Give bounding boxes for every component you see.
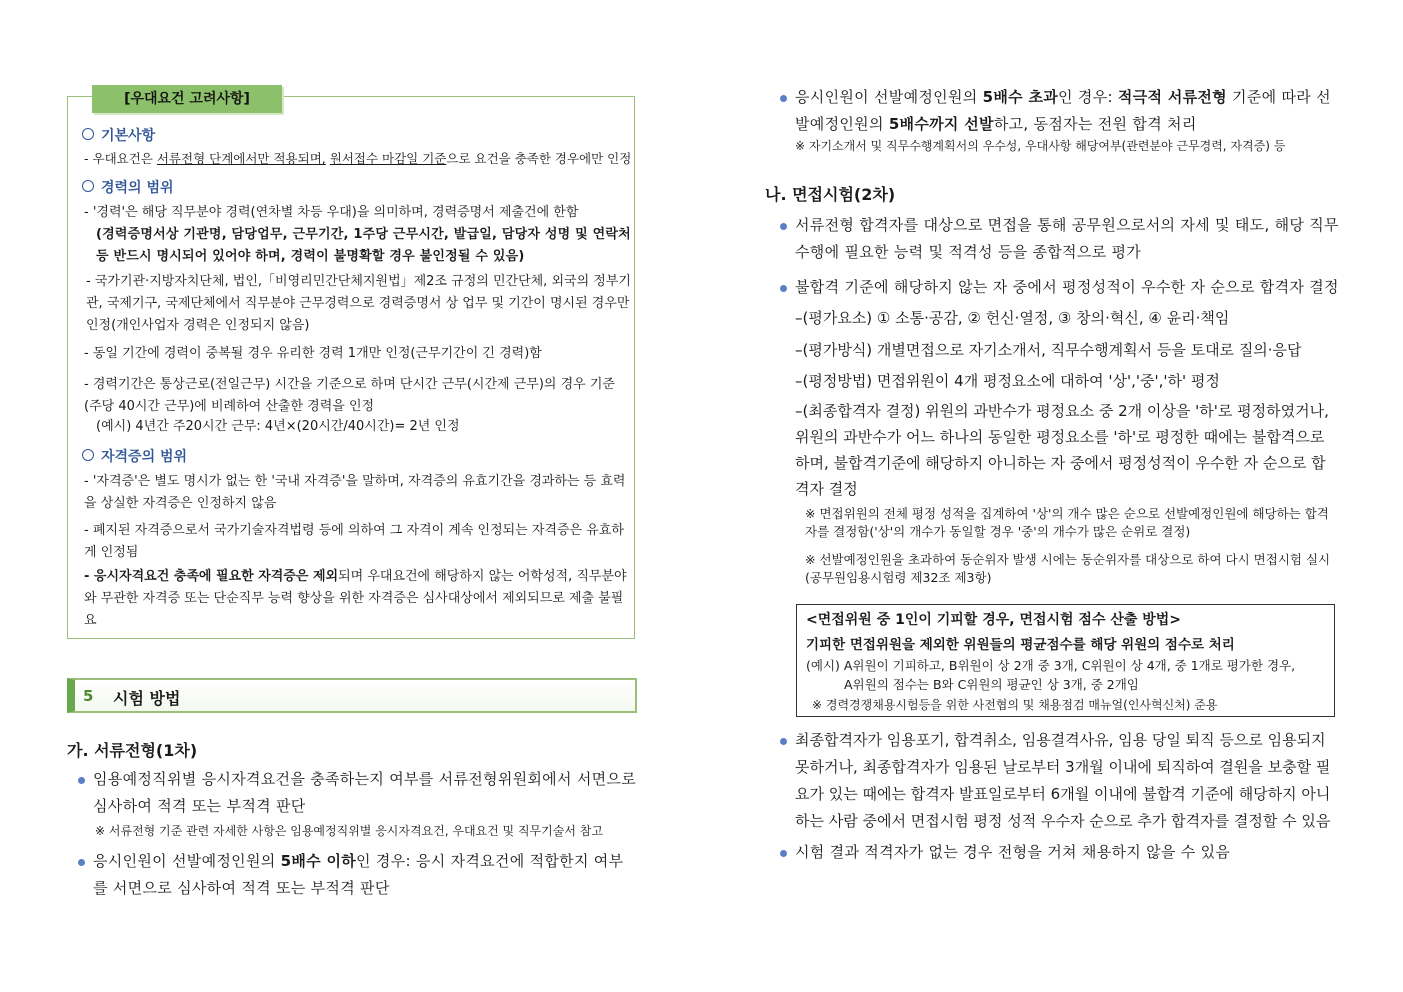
interview-dash-2: –(평가방식) 개별면접으로 자기소개서, 직무수행계획서 등을 토대로 질의·응답 (795, 341, 1302, 359)
interview-dash-4: –(최종합격자 결정) 위원의 과반수가 평정요소 중 2개 이상을 '하'로 평정하였거나, 위원의 과반수가 어느 하나의 동일한 평정요소를 '하'로 평정한 때에는 불합격으로 하며, 불합격기준에 해당하지 아니하는 자 중에서 평정성적이 우수한 자 순으로 합격자 결정 (795, 402, 1329, 498)
section-number: 5 (83, 687, 94, 705)
career-item-1 (84, 202, 632, 268)
recusal-box-subtitle: 기피한 면접위원을 제외한 위원들의 평균점수를 해당 위원의 점수로 처리 (806, 637, 1235, 653)
interview-paragraph-4-text: 시험 결과 적격자가 없는 경우 전형을 거쳐 채용하지 않을 수 있음 (795, 843, 1231, 861)
bullet-dot-icon (78, 777, 85, 784)
recusal-box-example-2: A위원의 점수는 B와 C위원의 평균인 상 3개, 중 2개임 (844, 677, 1139, 692)
circle-bullet-icon (82, 128, 94, 140)
document-screening-paragraph-3 (795, 84, 1340, 138)
bullet-dot-icon (780, 285, 787, 292)
bullet-dot-icon (78, 859, 85, 866)
paragraph-2-bold: 5배수 이하 (280, 852, 357, 870)
license-heading (82, 446, 187, 466)
career-item-2: - 국가기관·지방자치단체, 법인,「비영리민간단체지원법」제2조 규정의 민간단체, 외국의 정부기관, 국제기구, 국제단체에서 직무분야 근무경력으로 경력증명서 상 업무 및 기간이 명시된 경우만 인정(개인사업자 경력은 인정되지 않음) (86, 274, 631, 333)
preference-box-title: [우대요건 고려사항] (92, 85, 282, 113)
recusal-box-note: ※ 경력경쟁채용시험등을 위한 사전협의 및 채용점검 매뉴얼(인사혁신처) 준용 (812, 698, 1218, 712)
license-item-2: - 폐지된 자격증으로서 국가기술자격법령 등에 의하여 그 자격이 계속 인정되는 자격증은 유효하게 인정됨 (84, 523, 624, 560)
basics-text-e: 으로 요건을 충족한 경우에만 인정 (446, 151, 632, 166)
document-screening-paragraph-1-text: 임용예정직위별 응시자격요건을 충족하는지 여부를 서류전형위원회에서 서면으로 심사하여 적격 또는 부적격 판단 (93, 770, 636, 815)
basics-text-underlined-deadline: 원서접수 마감일 기준 (329, 151, 447, 166)
license-item-1: - '자격증'은 별도 명시가 없는 한 '국내 자격증'을 말하며, 자격증의 유효기간을 경과하는 등 효력을 상실한 자격증은 인정하지 않음 (84, 474, 626, 511)
interview-paragraph-2 (795, 274, 1340, 301)
career-item-1-text: - '경력'은 해당 직무분야 경력(연차별 차등 우대)을 의미하며, 경력증명서 제출건에 한함 (84, 205, 579, 220)
circle-bullet-icon (82, 180, 94, 192)
career-item-4-example: (예시) 4년간 주20시간 근무: 4년×(20시간/40시간)= 2년 인정 (96, 419, 460, 434)
bullet-dot-icon (780, 738, 787, 745)
interview-note-1: ※ 면접위원의 전체 평정 성적을 집계하여 '상'의 개수 많은 순으로 선발예정인원에 해당하는 합격자를 결정함('상'의 개수가 동일할 경우 '중'의 개수가 많은 순위로 결정) (805, 506, 1329, 539)
paragraph-3-text-e: 기준에 따라 선발예정인원의 (795, 88, 1331, 133)
career-heading (82, 177, 174, 197)
basics-line (84, 148, 632, 170)
basics-text-underlined-stage: 서류전형 단계에서만 적용되며, (156, 151, 326, 166)
career-item-4: - 경력기간은 통상근로(전일근무) 시간을 기준으로 하며 단시간 근무(시간제 근무)의 경우 기준(주당 40시간 근무)에 비례하여 산출한 경력을 인정 (84, 377, 615, 414)
paragraph-3-text-c: 인 경우: (1058, 88, 1118, 106)
interview-paragraph-4 (795, 839, 1340, 866)
interview-paragraph-1-text: 서류전형 합격자를 대상으로 면접을 통해 공무원으로서의 자세 및 태도, 해당 직무수행에 필요한 능력 및 적격성 등을 종합적으로 평가 (795, 216, 1339, 261)
basics-heading-text: 기본사항 (101, 128, 156, 144)
bullet-dot-icon (780, 850, 787, 857)
interview-paragraph-3-text: 최종합격자가 임용포기, 합격취소, 임용결격사유, 임용 당일 퇴직 등으로 임용되지 못하거나, 최종합격자가 임용된 날로부터 3개월 이내에 퇴직하여 결원을 보충할 필요가 있는 때에는 합격자 발표일로부터 6개월 이내에 불합격 기준에 해당하지 아니하는 사람 중에서 면접시험 평정 성적 우수자 순으로 추가 합격자를 결정할 수 있음 (795, 731, 1331, 830)
interview-note-2: ※ 선발예정인원을 초과하여 동순위자 발생 시에는 동순위자를 대상으로 하여 다시 면접시험 실시(공무원임용시험령 제32조 제3항) (805, 552, 1331, 585)
basics-text-a: 우대요건은 (92, 151, 157, 166)
paragraph-3-text-a: 응시인원이 선발예정인원의 (795, 88, 983, 106)
license-item-3-rest: 되며 우대요건에 해당하지 않는 어학성적, 직무분야와 무관한 자격증 또는 단순직무 능력 향상을 위한 자격증은 심사대상에서 제외되므로 제출 불필요 (84, 569, 627, 628)
career-heading-text: 경력의 범위 (101, 180, 174, 196)
career-item-3: - 동일 기간에 경력이 중복될 경우 유리한 경력 1개만 인정(근무기간이 긴 경력)함 (84, 346, 542, 361)
paragraph-3-note: ※ 자기소개서 및 직무수행계획서의 우수성, 우대사항 해당여부(관련분야 근무경력, 자격증) 등 (795, 139, 1286, 153)
license-item-3-bold: - 응시자격요건 충족에 필요한 자격증은 제외 (84, 569, 339, 584)
interview-paragraph-1 (795, 212, 1340, 266)
license-heading-text: 자격증의 범위 (101, 449, 188, 465)
interview-dash-1: –(평가요소) ① 소통·공감, ② 헌신·열정, ③ 창의·혁신, ④ 윤리·책임 (795, 309, 1230, 327)
basics-heading (82, 125, 155, 145)
interview-dash-3: –(평정방법) 면접위원이 4개 평정요소에 대하여 '상','중','하' 평정 (795, 372, 1220, 390)
paragraph-3-bold-b: 적극적 서류전형 (1117, 88, 1227, 106)
paragraph-2-text-c: 인 경우: 응시 자격요건에 적합한지 여부를 서면으로 심사하여 적격 또는 부적격 판단 (93, 852, 624, 897)
document-screening-paragraph-1 (93, 766, 638, 820)
recusal-box-title: <면접위원 중 1인이 기피할 경우, 면접시험 점수 산출 방법> (806, 612, 1182, 628)
interview-paragraph-2-text: 불합격 기준에 해당하지 않는 자 중에서 평정성적이 우수한 자 순으로 합격자 결정 (795, 278, 1339, 296)
paragraph-3-bold-a: 5배수 초과 (982, 88, 1059, 106)
recusal-box-example-1: (예시) A위원이 기피하고, B위원이 상 2개 중 3개, C위원이 상 4개, 중 1개로 평가한 경우, (806, 658, 1296, 673)
document-screening-paragraph-2 (93, 848, 638, 902)
document-screening-note: ※ 서류전형 기준 관련 자세한 사항은 임용예정직위별 응시자격요건, 우대요건 및 직무기술서 참고 (95, 824, 603, 838)
bullet-dot-icon (780, 223, 787, 230)
interview-paragraph-3 (795, 727, 1340, 835)
section-title: 시험 방법 (113, 689, 181, 708)
interview-heading: 나. 면접시험(2차) (765, 185, 896, 204)
circle-bullet-icon (82, 449, 94, 461)
dash-mark: - (84, 151, 89, 166)
document-screening-heading: 가. 서류전형(1차) (67, 741, 198, 760)
bullet-dot-icon (780, 95, 787, 102)
paragraph-3-text-g: 하고, 동점자는 전원 합격 처리 (993, 115, 1197, 133)
paragraph-3-bold-c: 5배수까지 선발 (888, 115, 994, 133)
paragraph-2-text-a: 응시인원이 선발예정인원의 (93, 852, 281, 870)
license-item-3 (84, 566, 632, 632)
career-item-1-bold: (경력증명서상 기관명, 담당업무, 근무기간, 1주당 근무시간, 발급일, 담당자 성명 및 연락처 등 반드시 명시되어 있어야 하며, 경력이 불명확할 경우 불인정될 수 있음) (96, 227, 631, 264)
